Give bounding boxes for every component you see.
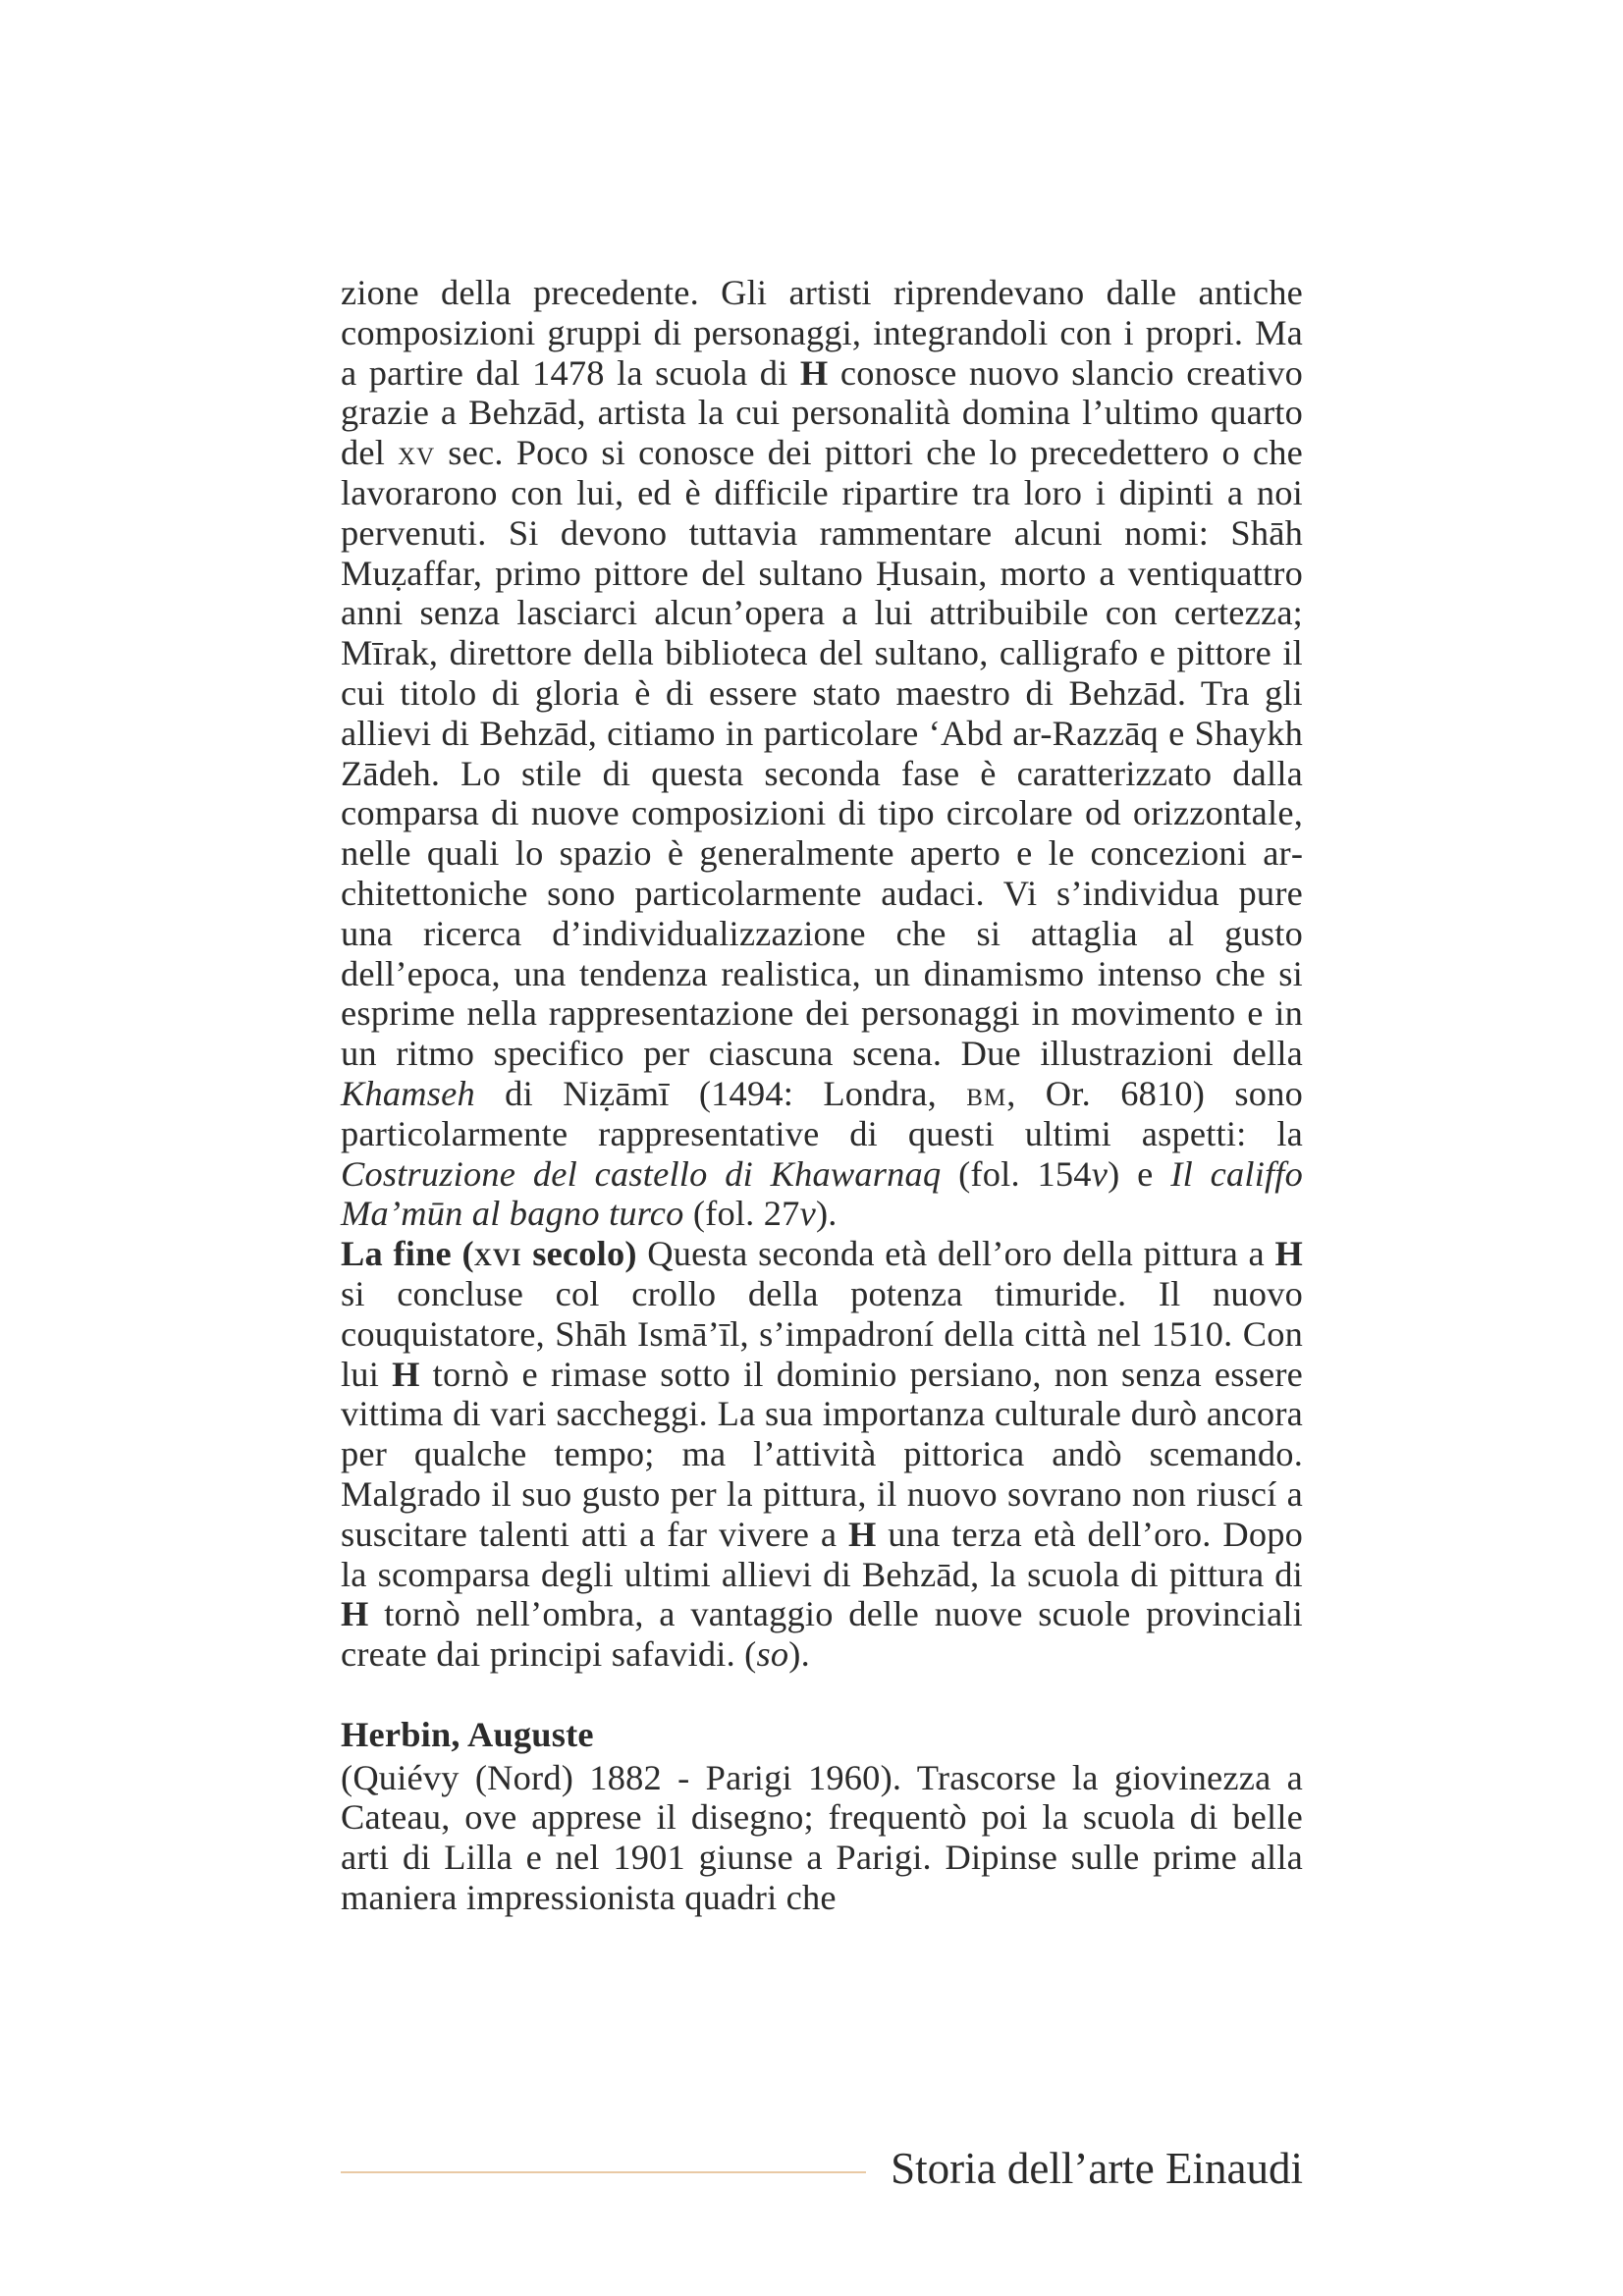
text-segment: sec. Poco si conosce dei pittori che lo precedettero o che lavorarono con lui, ed è difficile ripartire tra loro i dipinti a noi pervenuti. Si devono tuttavia rammentare alcuni nomi: Shāh Muẓaffar, primo pittore del sultano Ḥusain, morto a ventiquattro anni senza lasciarci alcun’opera a lui attribuibile con certezza; Mīrak, direttore della biblioteca del sultano, calligrafo e pittore il cui titolo di gloria è di essere stato maestro di Behzād. Tra gli allievi di Behzād, citiamo in particolare ‘Abd ar-Razzāq e Shaykh Zādeh. Lo stile di questa seconda fase è caratterizzato dalla comparsa di nuove composizioni di tipo circolare od orizzontale, nelle quali lo spazio è generalmente aperto e le concezioni architettoniche sono particolarmente audaci. Vi s’individua pure una ricerca d’individualizzazione che si attaglia al gusto dell’epoca, una tendenza realistica, un dinamismo intenso che si esprime nella rappresentazione dei personaggi in movimento e in un ritmo specifico per ciascuna scena. Due illustrazioni della xyxy=(341,433,1304,1074)
text-column xyxy=(341,273,1303,1918)
entry-heading-herbin: Herbin, Auguste xyxy=(341,1714,594,1754)
heading-century-numeral: xvi xyxy=(473,1234,522,1274)
heading-segment: secolo) xyxy=(521,1234,637,1274)
work-title-califfo: Il califfo Ma’mūn al bagno turco xyxy=(341,1153,1304,1234)
verso-marker: v xyxy=(1091,1153,1109,1194)
text-segment: ). xyxy=(815,1194,838,1234)
paragraph-la-fine xyxy=(341,1234,1303,1675)
museum-abbreviation: bm xyxy=(966,1073,1007,1113)
city-abbreviation: H xyxy=(392,1354,420,1394)
entry-body-herbin: (Quiévy (Nord) 1882 - Parigi 1960). Trascorse la giovinezza a Cateau, ove apprese il disegno; frequentò poi la scuola di belle arti di Lilla e nel 1901 giunse a Parigi. Dipinse sulle prime alla maniera impressionista quadri che xyxy=(341,1757,1303,1918)
text-segment: conosce nuovo slancio creativo grazie a Behzād, artista la cui personalità domina l’ultimo quarto del xyxy=(341,352,1303,473)
text-segment: Questa seconda età dell’oro della pittura a xyxy=(636,1234,1275,1274)
city-abbreviation: H xyxy=(341,1594,369,1634)
author-initials: so xyxy=(756,1634,789,1675)
text-segment: zione della precedente. Gli artisti riprendevano dalle antiche composizioni gruppi di personaggi, integrandoli con i propri. Ma a partire dal 1478 la scuola di xyxy=(341,273,1303,393)
heading-segment: La fine ( xyxy=(341,1234,474,1274)
footer-rule xyxy=(341,2171,866,2173)
century-numeral: xv xyxy=(398,433,436,473)
text-segment: tornò nell’ombra, a vantaggio delle nuove scuole provinciali create dai principi safavidi. ( xyxy=(341,1594,1303,1675)
work-title-costruzione: Costruzione del castello di Khawarnaq xyxy=(341,1153,942,1194)
paragraph-behzad-phase xyxy=(341,273,1303,1234)
text-segment: (fol. 27 xyxy=(683,1194,800,1234)
text-segment: tornò e rimase sotto il dominio persiano, non senza essere vittima di vari saccheggi. La sua importanza culturale durò ancora per qualche tempo; ma l’attività pittorica andò scemando. Malgrado il suo gusto per la pittura, il nuovo sovrano non riuscí a suscitare talenti atti a far vivere a xyxy=(341,1354,1303,1554)
city-abbreviation: H xyxy=(848,1514,877,1554)
city-abbreviation: H xyxy=(1274,1234,1304,1274)
text-segment: ). xyxy=(788,1634,810,1675)
footer-book-title: Storia dell’arte Einaudi xyxy=(891,2144,1303,2193)
text-segment: una terza età dell’oro. Dopo la scomparsa degli ultimi allievi di Behzād, la scuola di pittura di xyxy=(341,1514,1304,1594)
city-abbreviation: H xyxy=(799,352,829,393)
text-segment: si concluse col crollo della potenza timuride. Il nuovo couquistatore, Shāh Ismā’īl, s’impadroní della città nel 1510. Con lui xyxy=(341,1273,1303,1394)
text-segment: di Niẓāmī (1494: Londra, xyxy=(474,1073,967,1113)
text-segment: (fol. 154 xyxy=(941,1153,1092,1194)
text-segment: , Or. 6810) sono particolarmente rappresentative di questi ultimi aspetti: la xyxy=(341,1073,1303,1153)
text-segment: ) e xyxy=(1108,1153,1171,1194)
verso-marker: v xyxy=(799,1194,816,1234)
work-title-khamseh: Khamseh xyxy=(341,1073,475,1113)
section-heading-la-fine xyxy=(341,1234,637,1273)
page-footer xyxy=(341,2143,1303,2194)
